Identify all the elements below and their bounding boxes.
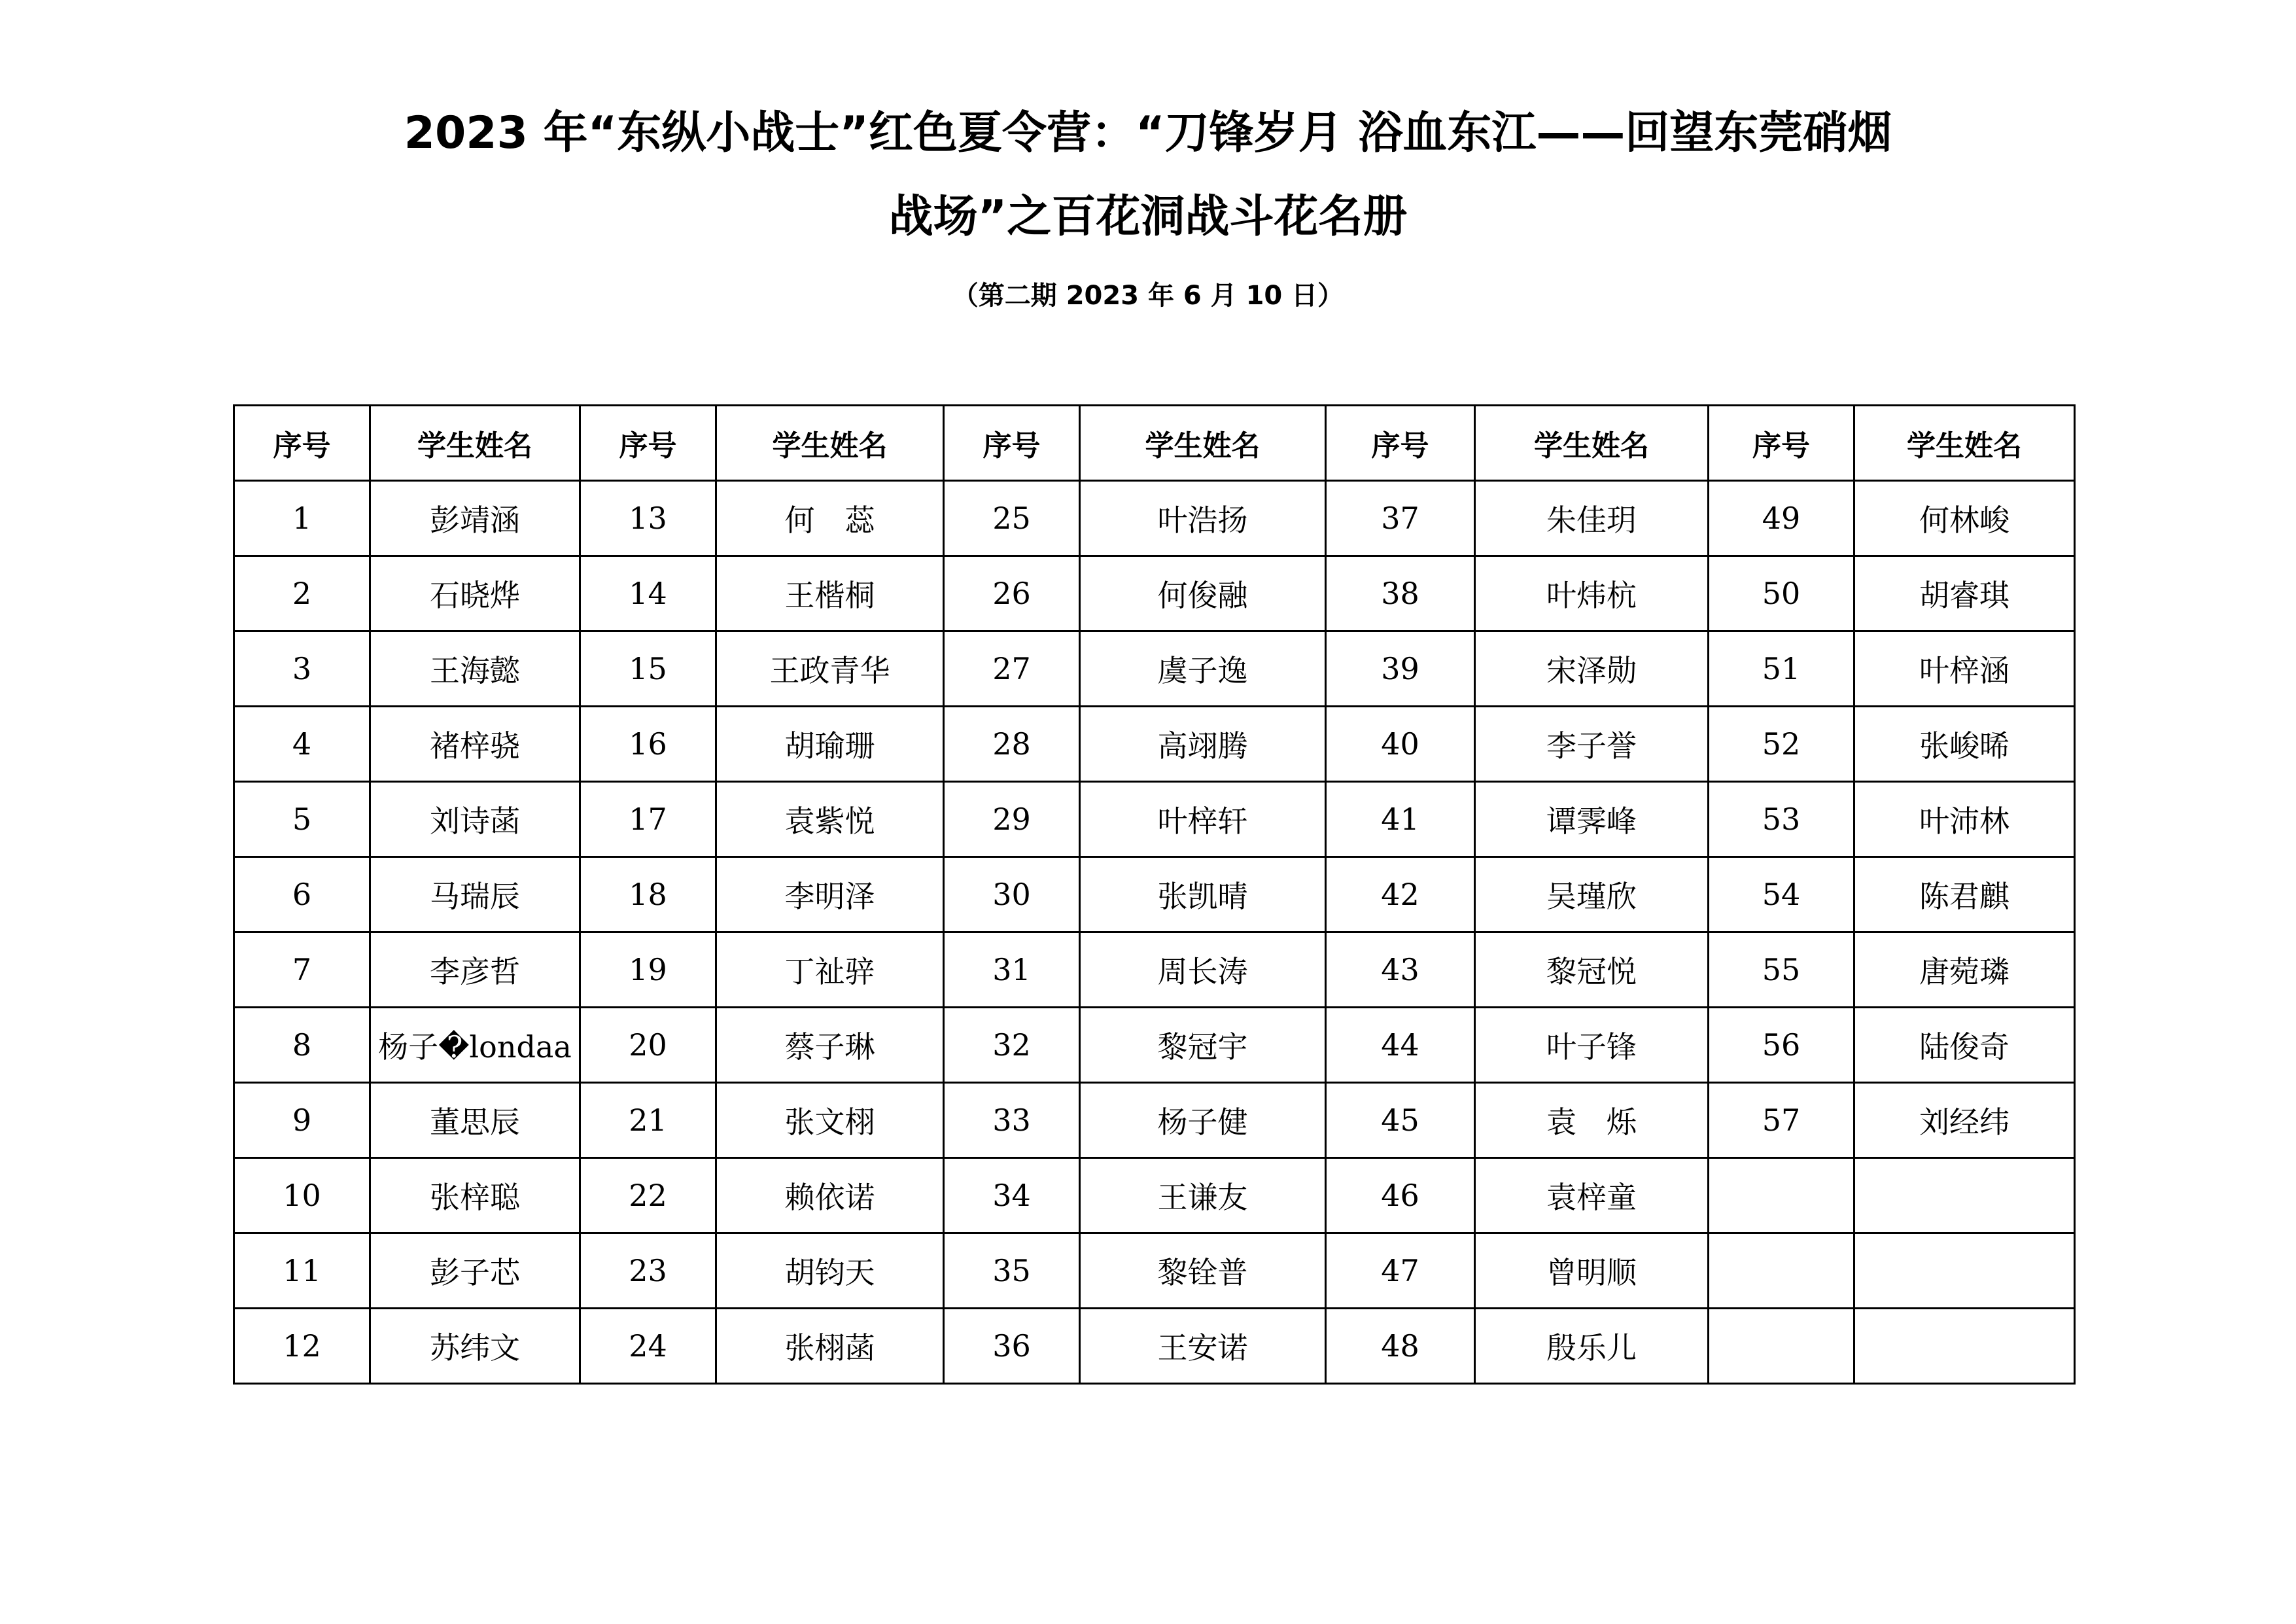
serial-number-cell: 32 xyxy=(944,1008,1080,1083)
serial-number-cell: 4 xyxy=(234,707,370,782)
student-name-cell: 马瑞辰 xyxy=(370,857,580,932)
serial-number-cell: 35 xyxy=(944,1233,1080,1309)
header-serial-4: 序号 xyxy=(1326,406,1475,481)
serial-number-cell: 8 xyxy=(234,1008,370,1083)
serial-number-cell: 14 xyxy=(580,556,716,631)
serial-number-cell: 57 xyxy=(1709,1083,1854,1158)
serial-number-cell: 25 xyxy=(944,481,1080,556)
serial-number-cell: 11 xyxy=(234,1233,370,1309)
student-name-cell: 李子誉 xyxy=(1475,707,1709,782)
student-name-cell: 叶梓轩 xyxy=(1080,782,1326,857)
serial-number-cell: 52 xyxy=(1709,707,1854,782)
serial-number-cell: 39 xyxy=(1326,631,1475,707)
student-name-cell: 胡瑜珊 xyxy=(716,707,944,782)
serial-number-cell: 2 xyxy=(234,556,370,631)
serial-number-cell: 6 xyxy=(234,857,370,932)
header-student-name-4: 学生姓名 xyxy=(1475,406,1709,481)
serial-number-cell: 50 xyxy=(1709,556,1854,631)
student-name-cell: 张栩菡 xyxy=(716,1309,944,1384)
table-row xyxy=(234,932,2075,1008)
student-name-cell: 高翊腾 xyxy=(1080,707,1326,782)
table-row xyxy=(234,556,2075,631)
roster-body xyxy=(234,481,2075,1384)
table-row xyxy=(234,1008,2075,1083)
serial-number-cell: 48 xyxy=(1326,1309,1475,1384)
serial-number-cell: 47 xyxy=(1326,1233,1475,1309)
header-student-name-3: 学生姓名 xyxy=(1080,406,1326,481)
student-name-cell xyxy=(1854,1158,2075,1233)
student-name-cell: 张文栩 xyxy=(716,1083,944,1158)
table-row xyxy=(234,707,2075,782)
serial-number-cell: 21 xyxy=(580,1083,716,1158)
serial-number-cell: 43 xyxy=(1326,932,1475,1008)
student-name-cell: 曾明顺 xyxy=(1475,1233,1709,1309)
serial-number-cell: 28 xyxy=(944,707,1080,782)
student-name-cell: 石晓烨 xyxy=(370,556,580,631)
student-name-cell: 袁 烁 xyxy=(1475,1083,1709,1158)
serial-number-cell: 3 xyxy=(234,631,370,707)
serial-number-cell: 51 xyxy=(1709,631,1854,707)
roster-table xyxy=(233,404,2076,1385)
serial-number-cell: 9 xyxy=(234,1083,370,1158)
student-name-cell: 袁梓童 xyxy=(1475,1158,1709,1233)
serial-number-cell: 7 xyxy=(234,932,370,1008)
header-student-name-5: 学生姓名 xyxy=(1854,406,2075,481)
table-row xyxy=(234,1158,2075,1233)
student-name-cell: 王谦友 xyxy=(1080,1158,1326,1233)
header-serial-5: 序号 xyxy=(1709,406,1854,481)
table-row xyxy=(234,631,2075,707)
serial-number-cell: 40 xyxy=(1326,707,1475,782)
serial-number-cell: 36 xyxy=(944,1309,1080,1384)
student-name-cell: 陈君麒 xyxy=(1854,857,2075,932)
student-name-cell: 苏纬文 xyxy=(370,1309,580,1384)
student-name-cell: 叶子锋 xyxy=(1475,1008,1709,1083)
serial-number-cell: 24 xyxy=(580,1309,716,1384)
serial-number-cell: 30 xyxy=(944,857,1080,932)
student-name-cell: 何林峻 xyxy=(1854,481,2075,556)
student-name-cell: 刘经纬 xyxy=(1854,1083,2075,1158)
student-name-cell: 周长涛 xyxy=(1080,932,1326,1008)
serial-number-cell: 46 xyxy=(1326,1158,1475,1233)
serial-number-cell: 23 xyxy=(580,1233,716,1309)
student-name-cell: 唐菀璘 xyxy=(1854,932,2075,1008)
serial-number-cell: 42 xyxy=(1326,857,1475,932)
student-name-cell: 褚梓骁 xyxy=(370,707,580,782)
student-name-cell: 王楷桐 xyxy=(716,556,944,631)
student-name-cell: 李彦哲 xyxy=(370,932,580,1008)
serial-number-cell: 33 xyxy=(944,1083,1080,1158)
student-name-cell: 丁祉骍 xyxy=(716,932,944,1008)
serial-number-cell: 55 xyxy=(1709,932,1854,1008)
header-serial-1: 序号 xyxy=(234,406,370,481)
header-serial-3: 序号 xyxy=(944,406,1080,481)
serial-number-cell: 29 xyxy=(944,782,1080,857)
serial-number-cell: 19 xyxy=(580,932,716,1008)
table-row xyxy=(234,1309,2075,1384)
serial-number-cell: 20 xyxy=(580,1008,716,1083)
student-name-cell: 李明泽 xyxy=(716,857,944,932)
table-row xyxy=(234,1083,2075,1158)
student-name-cell: 黎冠宇 xyxy=(1080,1008,1326,1083)
student-name-cell: 张梓聪 xyxy=(370,1158,580,1233)
page-subtitle: （第二期 2023 年 6 月 10 日） xyxy=(952,281,1344,311)
serial-number-cell: 31 xyxy=(944,932,1080,1008)
student-name-cell: 胡钧天 xyxy=(716,1233,944,1309)
serial-number-cell xyxy=(1709,1233,1854,1309)
serial-number-cell: 1 xyxy=(234,481,370,556)
student-name-cell: 张凯晴 xyxy=(1080,857,1326,932)
serial-number-cell: 16 xyxy=(580,707,716,782)
student-name-cell: 蔡子琳 xyxy=(716,1008,944,1083)
table-row xyxy=(234,1233,2075,1309)
serial-number-cell: 54 xyxy=(1709,857,1854,932)
student-name-cell: 胡睿琪 xyxy=(1854,556,2075,631)
student-name-cell: 黎冠悦 xyxy=(1475,932,1709,1008)
student-name-cell xyxy=(1854,1233,2075,1309)
serial-number-cell: 26 xyxy=(944,556,1080,631)
serial-number-cell: 37 xyxy=(1326,481,1475,556)
table-row xyxy=(234,481,2075,556)
student-name-cell: 叶炜杭 xyxy=(1475,556,1709,631)
serial-number-cell: 18 xyxy=(580,857,716,932)
student-name-cell: 宋泽勋 xyxy=(1475,631,1709,707)
serial-number-cell: 41 xyxy=(1326,782,1475,857)
table-header-row xyxy=(234,406,2075,481)
student-name-cell: 殷乐儿 xyxy=(1475,1309,1709,1384)
student-name-cell: 王安诺 xyxy=(1080,1309,1326,1384)
serial-number-cell: 53 xyxy=(1709,782,1854,857)
table-row xyxy=(234,782,2075,857)
serial-number-cell xyxy=(1709,1309,1854,1384)
student-name-cell: 何 蕊 xyxy=(716,481,944,556)
student-name-cell: 叶梓涵 xyxy=(1854,631,2075,707)
serial-number-cell: 15 xyxy=(580,631,716,707)
serial-number-cell: 22 xyxy=(580,1158,716,1233)
student-name-cell: 赖依诺 xyxy=(716,1158,944,1233)
student-name-cell: 黎铨普 xyxy=(1080,1233,1326,1309)
page-title-line-2: 战场”之百花洞战斗花名册 xyxy=(888,191,1408,243)
student-name-cell: 叶浩扬 xyxy=(1080,481,1326,556)
serial-number-cell: 45 xyxy=(1326,1083,1475,1158)
student-name-cell: 张峻晞 xyxy=(1854,707,2075,782)
student-name-cell: 杨子�londaa xyxy=(370,1008,580,1083)
student-name-cell: 袁紫悦 xyxy=(716,782,944,857)
student-name-cell: 彭子芯 xyxy=(370,1233,580,1309)
serial-number-cell: 17 xyxy=(580,782,716,857)
student-name-cell: 谭霁峰 xyxy=(1475,782,1709,857)
serial-number-cell: 10 xyxy=(234,1158,370,1233)
student-name-cell: 何俊融 xyxy=(1080,556,1326,631)
student-name-cell: 杨子健 xyxy=(1080,1083,1326,1158)
serial-number-cell xyxy=(1709,1158,1854,1233)
student-name-cell: 彭靖涵 xyxy=(370,481,580,556)
student-name-cell: 朱佳玥 xyxy=(1475,481,1709,556)
student-name-cell: 董思辰 xyxy=(370,1083,580,1158)
serial-number-cell: 5 xyxy=(234,782,370,857)
student-name-cell: 陆俊奇 xyxy=(1854,1008,2075,1083)
student-name-cell: 王海懿 xyxy=(370,631,580,707)
serial-number-cell: 44 xyxy=(1326,1008,1475,1083)
header-student-name-1: 学生姓名 xyxy=(370,406,580,481)
serial-number-cell: 56 xyxy=(1709,1008,1854,1083)
serial-number-cell: 34 xyxy=(944,1158,1080,1233)
serial-number-cell: 13 xyxy=(580,481,716,556)
header-serial-2: 序号 xyxy=(580,406,716,481)
table-row xyxy=(234,857,2075,932)
student-name-cell: 王政青华 xyxy=(716,631,944,707)
header-student-name-2: 学生姓名 xyxy=(716,406,944,481)
student-name-cell xyxy=(1854,1309,2075,1384)
student-name-cell: 刘诗菡 xyxy=(370,782,580,857)
serial-number-cell: 12 xyxy=(234,1309,370,1384)
student-name-cell: 吴瑾欣 xyxy=(1475,857,1709,932)
student-name-cell: 叶沛林 xyxy=(1854,782,2075,857)
page-title-line-1: 2023 年“东纵小战士”红色夏令营：“刀锋岁月 浴血东江——回望东莞硝烟 xyxy=(404,107,1892,159)
serial-number-cell: 38 xyxy=(1326,556,1475,631)
serial-number-cell: 49 xyxy=(1709,481,1854,556)
serial-number-cell: 27 xyxy=(944,631,1080,707)
student-name-cell: 虞子逸 xyxy=(1080,631,1326,707)
